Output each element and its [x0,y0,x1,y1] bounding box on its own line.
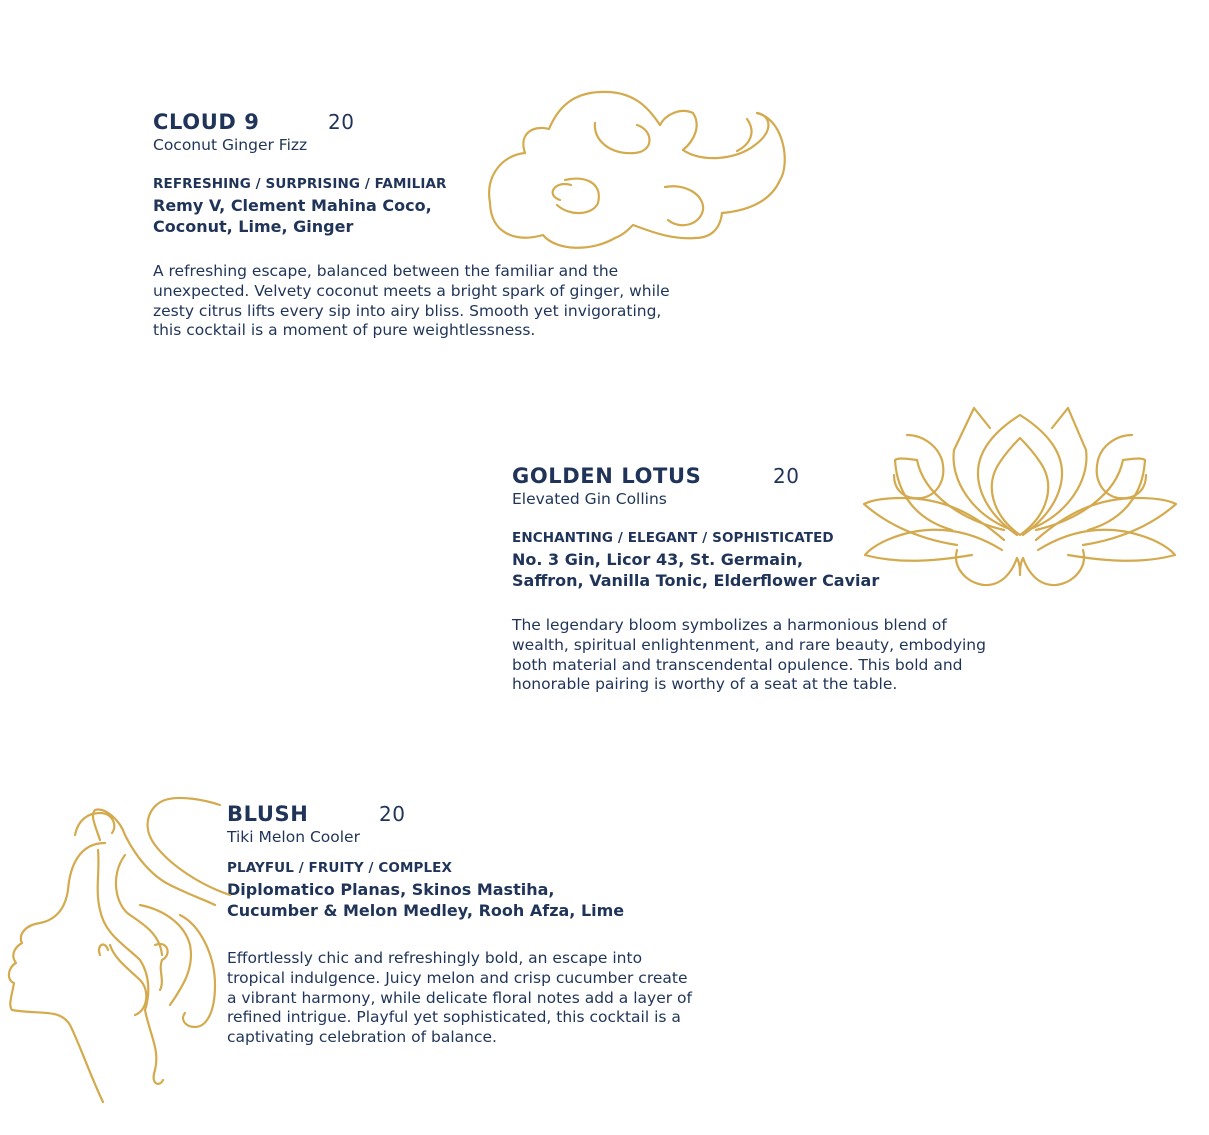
description-line: both material and transcendental opulence. This bold and [512,655,963,674]
description-line: wealth, spiritual enlightenment, and rare beauty, embodying [512,635,986,654]
lotus-icon [862,400,1182,595]
ingredients-line: Cucumber & Melon Medley, Rooh Afza, Lime [227,901,625,920]
ingredients-line: No. 3 Gin, Licor 43, St. Germain, [512,550,804,569]
item-description [227,949,787,1048]
item-tags: REFRESHING / SURPRISING / FAMILIAR [153,176,447,192]
item-subtitle: Tiki Melon Cooler [227,828,360,846]
description-line: unexpected. Velvety coconut meets a bright spark of ginger, while [153,281,670,300]
item-tags: PLAYFUL / FRUITY / COMPLEX [227,860,453,876]
item-description [153,262,773,341]
description-line: tropical indulgence. Juicy melon and crisp cucumber create [227,968,688,987]
description-line: The legendary bloom symbolizes a harmonious blend of [512,616,947,634]
item-description [512,616,1072,695]
description-line: A refreshing escape, balanced between the familiar and the [153,262,619,280]
ingredients-line: Diplomatico Planas, Skinos Mastiha, [227,880,555,899]
description-line: zesty citrus lifts every sip into airy bliss. Smooth yet invigorating, [153,301,662,320]
item-subtitle: Coconut Ginger Fizz [153,136,308,154]
description-line: honorable pairing is worthy of a seat at the table. [512,675,898,694]
ingredients-line: Remy V, Clement Mahina Coco, [153,196,432,215]
item-ingredients [227,879,787,921]
item-price: 20 [379,802,406,826]
item-header [227,801,787,829]
item-name: BLUSH [227,802,309,826]
menu-item-blush [227,801,787,1048]
description-line: refined intrigue. Playful yet sophisticated, this cocktail is a [227,1008,681,1027]
cloud-icon [485,85,795,255]
item-name: GOLDEN LOTUS [512,464,702,488]
item-tags: ENCHANTING / ELEGANT / SOPHISTICATED [512,530,834,546]
item-subtitle: Elevated Gin Collins [512,490,667,508]
description-line: a vibrant harmony, while delicate floral notes add a layer of [227,988,692,1007]
description-line: captivating celebration of balance. [227,1028,497,1047]
description-line: this cocktail is a moment of pure weightlessness. [153,321,536,340]
ingredients-line: Coconut, Lime, Ginger [153,217,354,236]
woman-profile-icon [0,795,230,1105]
item-price: 20 [328,110,355,134]
description-line: Effortlessly chic and refreshingly bold, an escape into [227,949,643,967]
ingredients-line: Saffron, Vanilla Tonic, Elderflower Caviar [512,571,880,590]
item-name: CLOUD 9 [153,110,260,134]
item-price: 20 [773,464,800,488]
